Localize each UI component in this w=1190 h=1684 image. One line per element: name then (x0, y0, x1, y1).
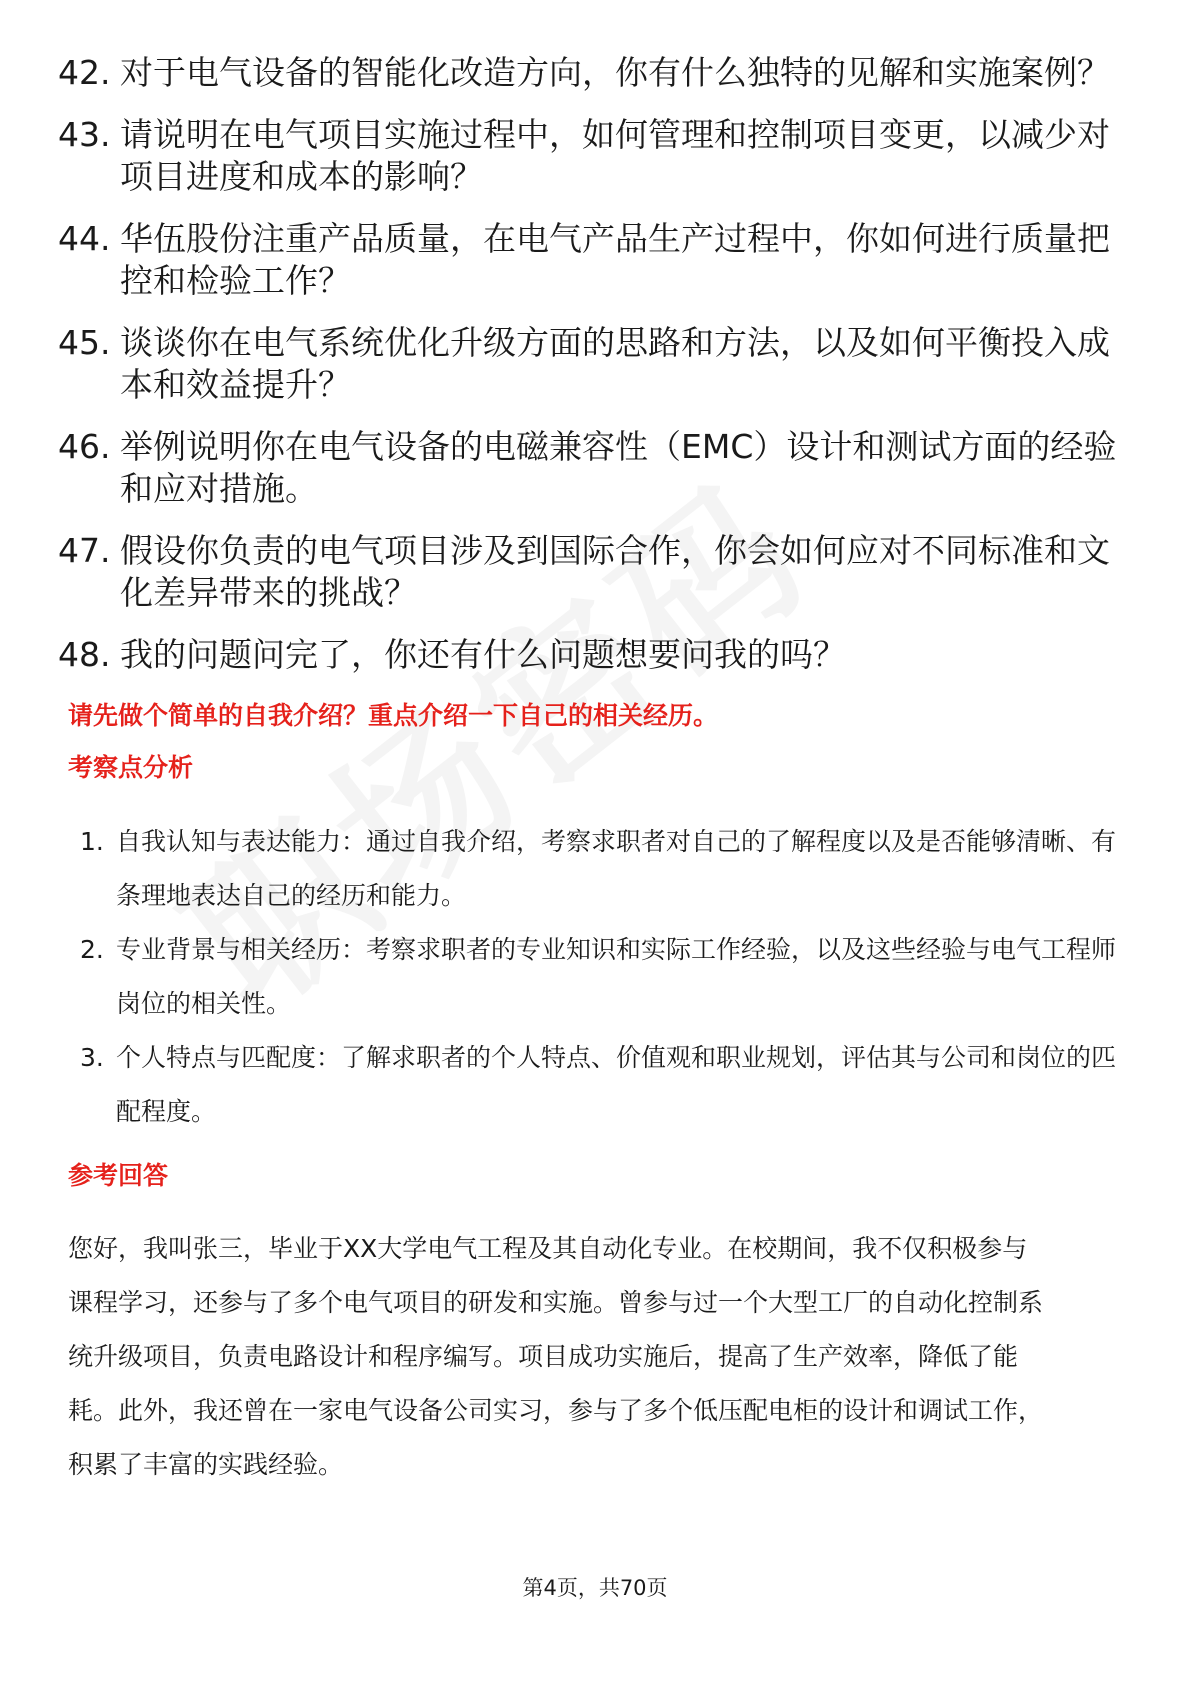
question-number: 46. (58, 427, 111, 466)
featured-question-heading: 请先做个简单的自我介绍？重点介绍一下自己的相关经历。 (68, 701, 719, 730)
question-item (58, 52, 1138, 94)
question-item (58, 634, 1138, 676)
analysis-text: 个人特点与匹配度：了解求职者的个人特点、价值观和职业规划，评估其与公司和岗位的匹配程度。 (116, 1043, 1117, 1126)
question-item (58, 322, 1138, 406)
analysis-item (80, 923, 1130, 1031)
question-number: 44. (58, 219, 111, 258)
question-number: 48. (58, 635, 111, 674)
question-list (58, 52, 1138, 696)
question-text: 举例说明你在电气设备的电磁兼容性（EMC）设计和测试方面的经验和应对措施。 (120, 427, 1117, 508)
question-item (58, 426, 1138, 510)
question-item (58, 530, 1138, 614)
question-item (58, 114, 1138, 198)
question-number: 45. (58, 323, 111, 362)
question-number: 42. (58, 53, 111, 92)
question-text: 华伍股份注重产品质量，在电气产品生产过程中，你如何进行质量把控和检验工作？ (120, 219, 1110, 300)
question-item (58, 218, 1138, 302)
question-text: 我的问题问完了，你还有什么问题想要问我的吗？ (120, 635, 846, 674)
question-number: 43. (58, 115, 111, 154)
analysis-number: 3. (80, 1043, 104, 1072)
answer-heading: 参考回答 (68, 1161, 169, 1190)
analysis-item (80, 815, 1130, 923)
analysis-list (80, 815, 1130, 1139)
question-text: 对于电气设备的智能化改造方向，你有什么独特的见解和实施案例？ (120, 53, 1110, 92)
analysis-item (80, 1031, 1130, 1139)
page-footer: 第4页，共70页 (522, 1576, 668, 1600)
analysis-number: 2. (80, 935, 104, 964)
question-text: 谈谈你在电气系统优化升级方面的思路和方法，以及如何平衡投入成本和效益提升？ (120, 323, 1110, 404)
analysis-number: 1. (80, 827, 104, 856)
answer-paragraph: 您好，我叫张三，毕业于XX大学电气工程及其自动化专业。在校期间，我不仅积极参与课程学习，还参与了多个电气项目的研发和实施。曾参与过一个大型工厂的自动化控制系统升级项目，负责电路设计和程序编写。项目成功实施后，提高了生产效率，降低了能耗。此外，我还曾在一家电气设备公司实习，参与了多个低压配电柜的设计和调试工作，积累了丰富的实践经验。 (68, 1234, 1044, 1479)
analysis-text: 自我认知与表达能力：通过自我介绍，考察求职者对自己的了解程度以及是否能够清晰、有条理地表达自己的经历和能力。 (116, 827, 1117, 910)
question-number: 47. (58, 531, 111, 570)
analysis-heading: 考察点分析 (68, 753, 194, 782)
question-text: 假设你负责的电气项目涉及到国际合作，你会如何应对不同标准和文化差异带来的挑战？ (120, 531, 1110, 612)
question-text: 请说明在电气项目实施过程中，如何管理和控制项目变更，以减少对项目进度和成本的影响？ (120, 115, 1110, 196)
analysis-text: 专业背景与相关经历：考察求职者的专业知识和实际工作经验，以及这些经验与电气工程师岗位的相关性。 (116, 935, 1117, 1018)
